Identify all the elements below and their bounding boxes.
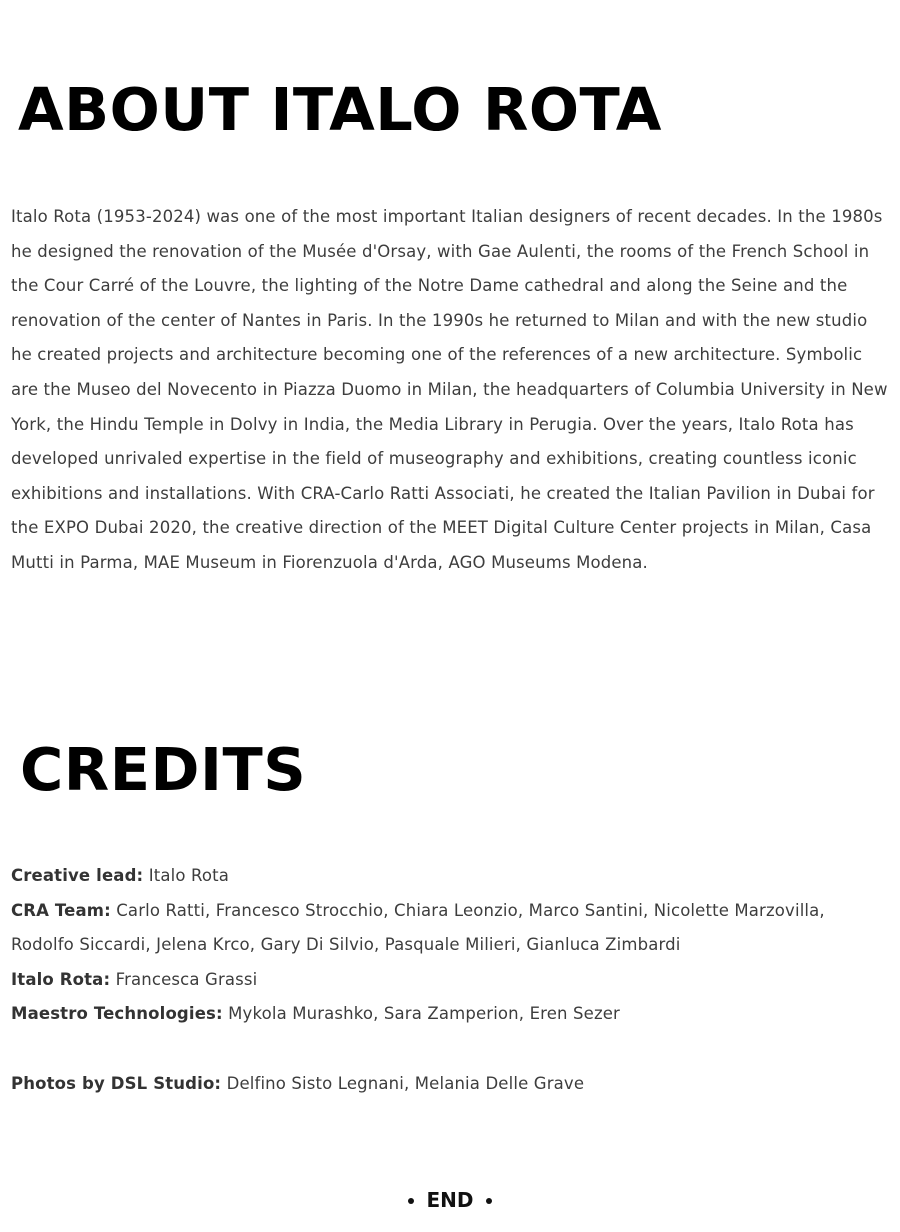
credits-heading: CREDITS	[20, 735, 307, 804]
credit-entry-photos	[11, 1067, 891, 1102]
end-label: END	[426, 1188, 474, 1212]
credit-role: Italo Rota:	[11, 969, 111, 989]
credit-names: Francesca Grassi	[115, 969, 258, 989]
about-heading: ABOUT ITALO ROTA	[18, 75, 662, 144]
end-marker	[0, 1186, 900, 1214]
credit-entry-italo-rota	[11, 963, 891, 998]
credit-names: Mykola Murashko, Sara Zamperion, Eren Sezer	[228, 1004, 620, 1024]
about-bio-paragraph: Italo Rota (1953-2024) was one of the most important Italian designers of recent decades. In the 1980s he designed the renovation of the Musée d'Orsay, with Gae Aulenti, the rooms of the French School in the Cour Carré of the Louvre, the lighting of the Notre Dame cathedral and along the Seine and the renovation of the center of Nantes in Paris. In the 1990s he returned to Milan and with the new studio he created projects and architecture becoming one of the references of a new architecture. Symbolic are the Museo del Novecento in Piazza Duomo in Milan, the headquarters of Columbia University in New York, the Hindu Temple in Dolvy in India, the Media Library in Perugia. Over the years, Italo Rota has developed unrivaled expertise in the field of museography and exhibitions, creating countless iconic exhibitions and installations. With CRA-Carlo Ratti Associati, he created the Italian Pavilion in Dubai for the EXPO Dubai 2020, the creative direction of the MEET Digital Culture Center projects in Milan, Casa Mutti in Parma, MAE Museum in Fiorenzuola d'Arda, AGO Museums Modena.	[11, 207, 888, 572]
credit-role: Maestro Technologies:	[11, 1004, 223, 1024]
credit-names: Delfino Sisto Legnani, Melania Delle Grave	[226, 1073, 585, 1093]
bullet-dot-icon	[486, 1198, 492, 1204]
credit-names: Carlo Ratti, Francesco Strocchio, Chiara Leonzio, Marco Santini, Nicolette Marzovilla, Rodolfo Siccardi, Jelena Krco, Gary Di Silvio, Pasquale Milieri, Gianluca Zimbardi	[11, 900, 825, 955]
credit-entry-maestro-technologies	[11, 997, 891, 1032]
credit-role: CRA Team:	[11, 900, 111, 920]
credit-entry-creative-lead	[11, 859, 891, 894]
credit-entry-cra-team	[11, 894, 891, 963]
credit-names: Italo Rota	[148, 866, 229, 885]
credits-list	[11, 859, 891, 1101]
credit-role: Creative lead:	[11, 866, 144, 885]
credit-role: Photos by DSL Studio:	[11, 1073, 222, 1093]
bullet-dot-icon	[408, 1198, 414, 1204]
